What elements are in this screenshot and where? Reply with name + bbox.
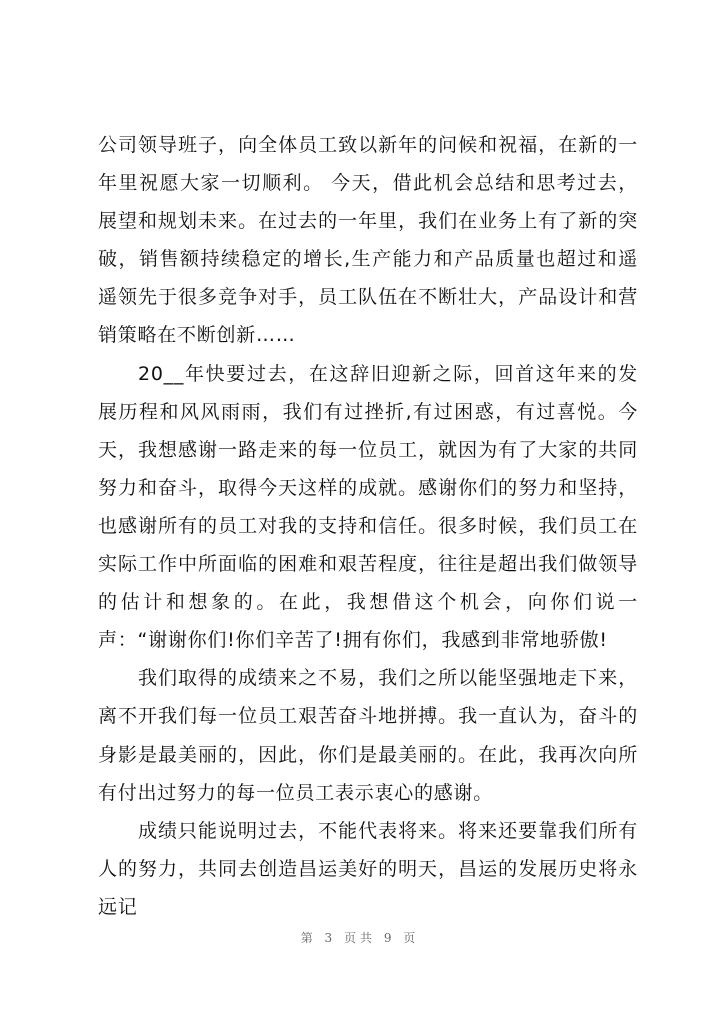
document-body [98, 126, 638, 926]
paragraph-2: 20__年快要过去，在这辞旧迎新之际，回首这年来的发展历程和风风雨雨，我们有过挫折,有过困惑，有过喜悦。今天，我想感谢一路走来的每一位员工，就因为有了大家的共同努力和奋斗，取得今天这样的成就。感谢你们的努力和坚持，也感谢所有的员工对我的支持和信任。很多时候，我们员工在实际工作中所面临的困难和艰苦程度，往往是超出我们做领导的估计和想象的。在此，我想借这个机会，向你们说一声：“谢谢你们!你们辛苦了!拥有你们，我感到非常地骄傲! [98, 362, 638, 652]
page-number-footer: 第 3 页共 9 页 [300, 931, 420, 945]
paragraph-3: 我们取得的成绩来之不易，我们之所以能坚强地走下来，离不开我们每一位员工艰苦奋斗地拼搏。我一直认为，奋斗的身影是最美丽的，因此，你们是最美丽的。在此，我再次向所有付出过努力的每一位员工表示衷心的感谢。 [98, 667, 638, 804]
paragraph-1: 公司领导班子，向全体员工致以新年的问候和祝福，在新的一年里祝愿大家一切顺利。 今天，借此机会总结和思考过去，展望和规划未来。在过去的一年里，我们在业务上有了新的突破，销售额持续稳定的增长,生产能力和产品质量也超过和遥遥领先于很多竞争对手，员工队伍在不断壮大，产品设计和营销策略在不断创新…… [98, 134, 638, 347]
paragraph-4: 成绩只能说明过去，不能代表将来。将来还要靠我们所有人的努力，共同去创造昌运美好的明天，昌运的发展历史将永远记 [98, 819, 638, 918]
